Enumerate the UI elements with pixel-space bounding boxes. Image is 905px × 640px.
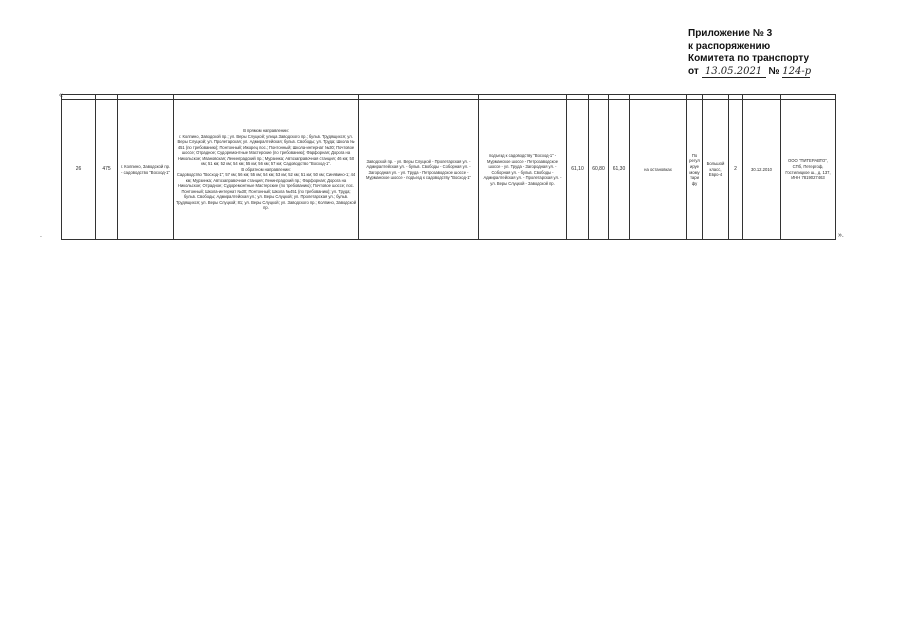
vehicles-cell: Большой класс, Евро-4 xyxy=(703,100,729,240)
appendix-committee: Комитета по транспорту xyxy=(688,53,810,64)
appendix-title: Приложение № 3 xyxy=(688,28,773,39)
handwritten-number: 124-р xyxy=(782,65,812,77)
stops-forward-list: г. Колпино, Заводской пр.; ул. Веры Слуцкой; улица Заводского пр.; бульв. Трудящихся; ул. Веры Слуцкой; ул. Пролетарская; ул. Адмиралтейская; бульв. Свободы; ул. Труда; Школа № 451 (по требованию); Понтонный; Ижорец пос.; Понтонный; Школа-интернат №30; Почтовое шоссе; Отрадное; Судоремонтные Мастерские (по требованию); Фарфорная; Дорога на Никольское; Ивановская; Ленинградский пр.; Мурзинка; Автозаправочная станция; 46 км; 50 км; 51 км; 52 км; 54 км; 55 км; 56 км; 57 км; Садоводство "Восход-1". xyxy=(177,133,355,167)
tariff-cell: По регулируемому тарифу xyxy=(687,100,703,240)
open-quote-mark: « xyxy=(59,92,63,99)
route-number-cell: 475 xyxy=(96,100,118,240)
table-row xyxy=(62,100,836,240)
stray-dot-mark: . xyxy=(40,232,42,239)
vehicle-count-cell: 2 xyxy=(729,100,743,240)
carrier-cell: ООО "ПИТЕРАВТО", СПб, Петергоф, Гостилицкое ш., д. 137, ИНН 7819027463 xyxy=(781,100,836,240)
streets-backward-cell: подъезд к садоводству "Восход-1" - Мурманское шоссе - Петрозаводское шоссе - ул. Труда - Загородная ул. - Соборная ул. - бульв. Свободы - Адмиралтейская ул. - Пролетарская ул. - ул. Веры Слуцкой - Заводской пр. xyxy=(479,100,567,240)
close-quote-mark: ». xyxy=(838,232,844,239)
stops-forward-title: В прямом направлении: xyxy=(243,128,289,134)
stops-backward-list: Садоводство "Восход-1"; 57 км; 56 км; 55 км; 54 км; 53 км; 52 км; 51 км; 50 км; Синявино-1; 44 км; Мурзинка; Автозаправочная станция; Ленинградский пр.; Фарфорная; Дорога на Никольское; Отрадное; Судоремонтные Мастерские (по требованию); Почтовое шоссе; пос. Понтонный; Школа-интернат №30; Понтонный; Школа №451 (по требованию); ул. Труда; бульв. Свободы; Адмиралтейская ул.; ул. Веры Слуцкой; ул. Пролетарская ул.; бульв. Трудящихся; ул. Веры Слуцкой; 81; ул. Веры Слуцкой; ул. Заводского пр.; Колпино, Заводской пр. xyxy=(176,172,356,211)
route-table xyxy=(61,94,836,240)
length-total-cell: 61,30 xyxy=(609,100,630,240)
stop-order-cell: на остановках xyxy=(630,100,687,240)
length-forward-cell: 61,10 xyxy=(567,100,589,240)
stops-backward-title: В обратном направлении: xyxy=(241,166,291,172)
length-backward-cell: 60,80 xyxy=(589,100,609,240)
date-label: от xyxy=(688,65,699,77)
appendix-header xyxy=(688,28,893,78)
start-date-cell: 30.12.2010 xyxy=(743,100,781,240)
number-label: № xyxy=(768,65,780,77)
stops-cell xyxy=(174,100,359,240)
appendix-date-line xyxy=(688,66,893,79)
reg-number-cell: 26 xyxy=(62,100,96,240)
route-name-cell: г. Колпино, Заводской пр. - садоводство "Восход-1" xyxy=(118,100,174,240)
appendix-order-ref: к распоряжению xyxy=(688,40,771,52)
streets-forward-cell: Заводской пр. - ул. Веры Слуцкой - Пролетарская ул. - Адмиралтейская ул. - бульв. Свободы - Соборная ул. - Загородная ул. - ул. Труда - Петрозаводское шоссе - Мурманское шоссе - подъезд к садоводству "Восход-1" xyxy=(359,100,479,240)
handwritten-date: 13.05.2021 xyxy=(702,67,766,78)
